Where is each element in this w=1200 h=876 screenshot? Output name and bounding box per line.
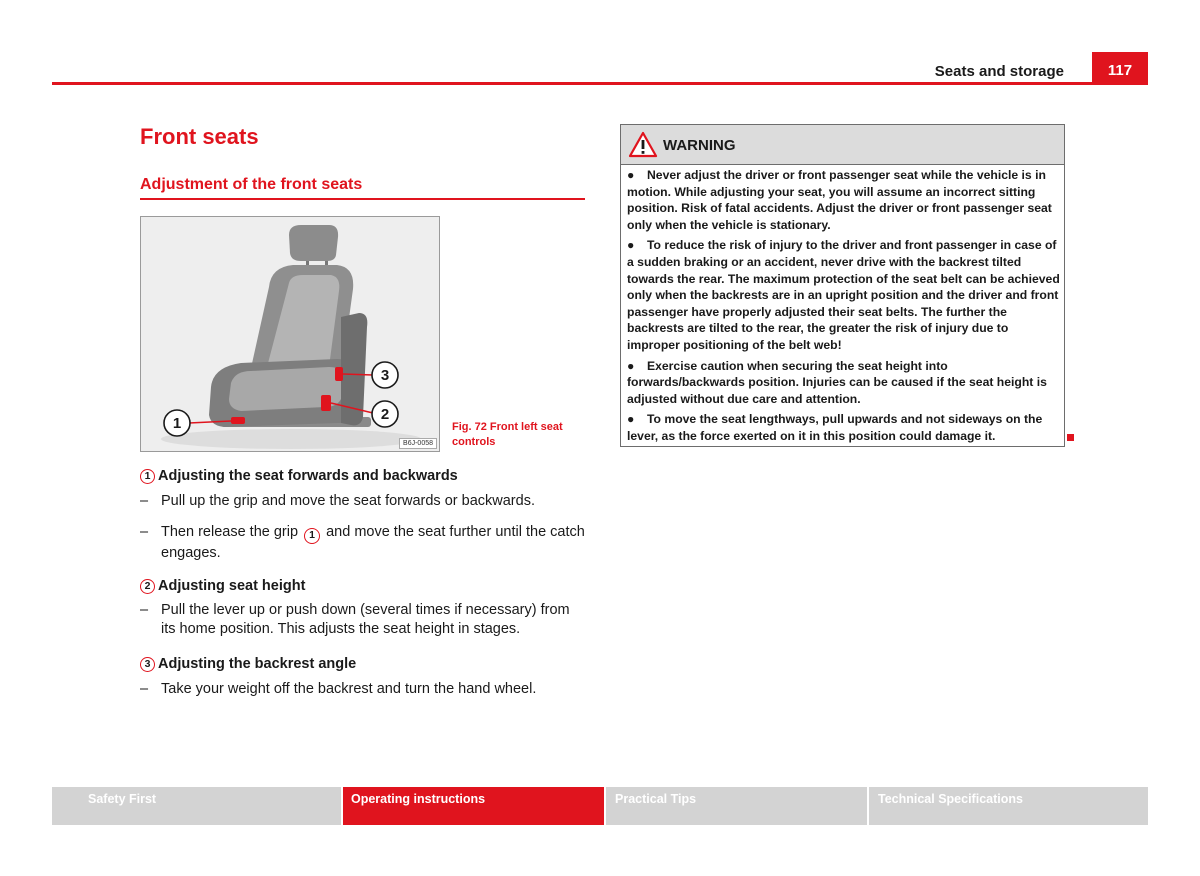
subtitle-rule <box>140 198 585 200</box>
step-3-bullet-1: – Take your weight off the backrest and turn the hand wheel. <box>140 681 537 697</box>
warning-triangle-icon <box>628 131 658 158</box>
step-3-title: Adjusting the backrest angle <box>158 656 357 672</box>
header-rule <box>52 82 1148 85</box>
page-title: Front seats <box>140 124 259 149</box>
callout-1: 1 <box>172 415 182 432</box>
step-1-bullet-1: – Pull up the grip and move the seat forwards or backwards. <box>140 493 535 509</box>
step-2-heading <box>140 578 305 594</box>
warning-box <box>620 124 1065 447</box>
step-3-heading <box>140 656 356 672</box>
tab-safety-first[interactable]: Safety First <box>52 787 341 825</box>
figure-code: B6J-0058 <box>399 438 437 449</box>
end-marker <box>1067 434 1074 441</box>
warning-item: ● Never adjust the driver or front passenger seat while the vehicle is in motion. While adjusting your seat, you will assume an incorrect sitting position. Risk of fatal accidents. Adjust the driver or front passenger seat only when the vehicle is stationary. <box>627 168 1052 232</box>
page-number: 117 <box>1092 52 1148 85</box>
step-2-bullet-1: – Pull the lever up or push down (several times if necessary) from its home position. This adjusts the seat height in stages. <box>140 602 570 637</box>
step-1-number: 1 <box>140 469 155 484</box>
step-1-heading <box>140 468 458 484</box>
warning-item: ● To move the seat lengthways, pull upwards and not sideways on the lever, as the force exerted on it in this position could damage it. <box>627 412 1043 443</box>
warning-item: ● Exercise caution when securing the seat height into forwards/backwards position. Injuries can be caused if the seat height is adjusted without due care and attention. <box>627 358 1047 406</box>
step-3-number: 3 <box>140 657 155 672</box>
tab-technical-specifications[interactable]: Technical Specifications <box>869 787 1148 825</box>
step-2-title: Adjusting seat height <box>158 578 306 594</box>
inline-ref-1: 1 <box>304 528 320 544</box>
callout-2: 2 <box>380 406 390 423</box>
warning-title: WARNING <box>663 137 736 154</box>
step-2-number: 2 <box>140 579 155 594</box>
section-title: Seats and storage <box>934 63 1064 80</box>
warning-header <box>621 125 1064 165</box>
tab-operating-instructions[interactable]: Operating instructions <box>343 787 604 825</box>
tab-practical-tips[interactable]: Practical Tips <box>606 787 867 825</box>
seat-illustration <box>141 217 440 452</box>
warning-body <box>627 167 1060 449</box>
figure-caption: Fig. 72 Front left seat controls <box>452 421 563 448</box>
warning-item: ● To reduce the risk of injury to the driver and front passenger in case of a sudden braking or an accident, never drive with the backrest tilted towards the rear. The maximum protection of the seat belt can be achieved only when the backrests are in an upright position and the driver and front passenger have properly adjusted their seat belts. The further the backrests are tilted to the rear, the greater the risk of injury due to improper positioning of the belt web! <box>627 238 1060 352</box>
step-1-title: Adjusting the seat forwards and backwards <box>158 468 458 484</box>
seat-figure <box>140 216 440 452</box>
callout-3: 3 <box>380 367 390 384</box>
section-subtitle: Adjustment of the front seats <box>140 176 363 193</box>
step-1-bullet-2: – Then release the grip 1 and move the seat further until the catch engages. <box>140 524 585 561</box>
